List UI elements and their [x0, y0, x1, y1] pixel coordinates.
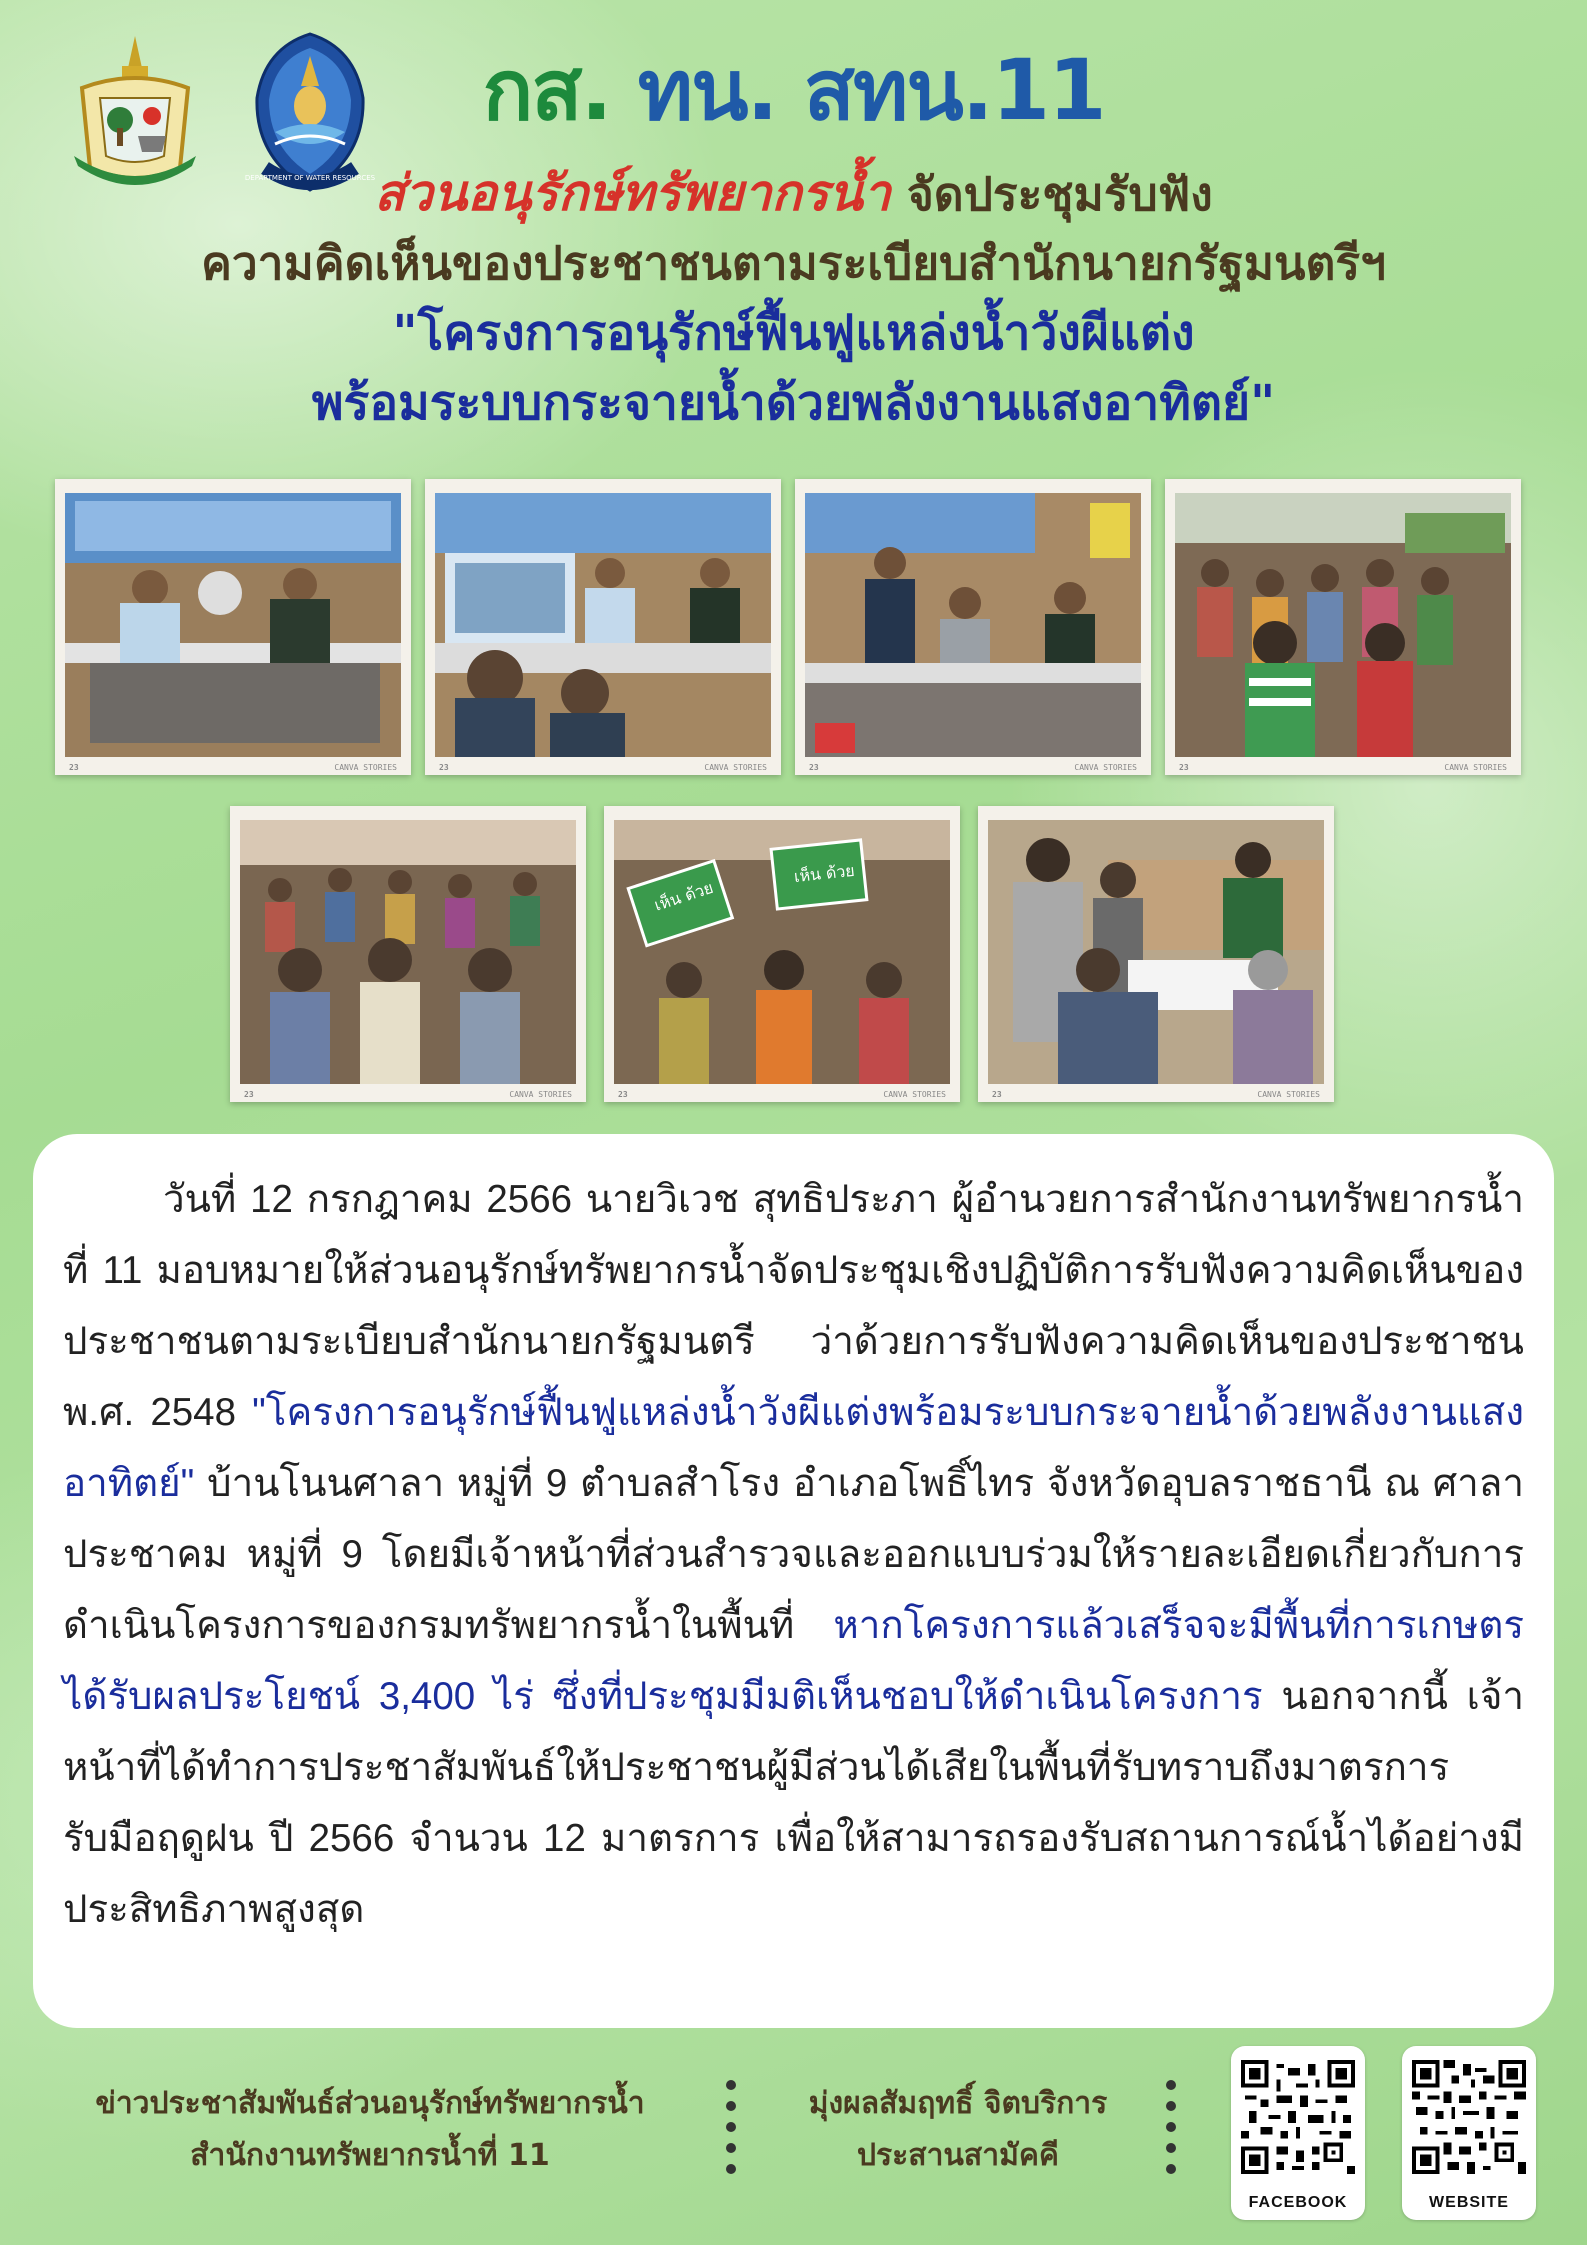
photo-caption: CANVA STORIES 23 [992, 1090, 1320, 1099]
body-benefit-highlight: หากโครงการแล้วเสร็จจะมีพื้นที่การเกษตรได้รับผลประโยชน์ 3,400 ไร่ ซึ่งที่ประชุมมีมติเห็นชอบให้ดำเนินโครงการ [63, 1604, 1524, 1718]
headline-division-name: ส่วนอนุรักษ์ทรัพยากรน้ำ [374, 163, 891, 222]
footer-divider-dots-1 [726, 2080, 738, 2185]
body-part-2: บ้านโนนศาลา หมู่ที่ 9 ตำบลสำโรง อำเภอโพธิ์ไทร จังหวัดอุบลราชธานี ณ ศาลาประชาคม หมู่ที่ 9 โดยมีเจ้าหน้าที่ส่วนสำรวจและออกแบบร่วมให้รายละเอียดเกี่ยวกับการดำเนินโครงการของกรมทรัพยากรน้ำในพื้นที่ [63, 1462, 1524, 1647]
footer-org-line-2: สำนักงานทรัพยากรน้ำที่ 11 [190, 2138, 550, 2173]
footer-organization [30, 2078, 710, 2182]
meeting-photo-7 [978, 806, 1334, 1102]
vote-sign-2: เห็น ด้วย [793, 860, 856, 887]
header-abbreviation [0, 40, 1587, 140]
headline-line-1-rest: จัดประชุมรับฟัง [890, 167, 1213, 221]
photo-caption: CANVA STORIES 23 [809, 763, 1137, 772]
news-body-card [33, 1134, 1554, 2028]
body-part-3: นอกจากนี้ เจ้าหน้าที่ได้ทำการประชาสัมพันธ์ให้ประชาชนผู้มีส่วนได้เสียในพื้นที่รับทราบถึงมาตรการรับมือฤดูฝน ปี 2566 จำนวน 12 มาตรการ เพื่อให้สามารถรองรับสถานการณ์น้ำได้อย่างมีประสิทธิภาพสูงสุด [63, 1675, 1524, 1931]
meeting-photo-2 [425, 479, 781, 775]
vote-sign-1: เห็น ด้วย [651, 877, 716, 915]
headline-line-1 [0, 162, 1587, 225]
facebook-qr-code[interactable] [1231, 2046, 1365, 2220]
website-qr-label: WEBSITE [1429, 2194, 1509, 2211]
footer-org-line-1: ข่าวประชาสัมพันธ์ส่วนอนุรักษ์ทรัพยากรน้ำ [95, 2086, 645, 2121]
qr-code-icon [1412, 2054, 1526, 2180]
photo-caption: CANVA STORIES 23 [69, 763, 397, 772]
logo-caption: DEPARTMENT OF WATER RESOURCES [244, 174, 376, 182]
header-abbr-blue: ทน. สทน.11 [637, 41, 1105, 139]
footer-motto [738, 2078, 1178, 2182]
photo-caption: CANVA STORIES 23 [244, 1090, 572, 1099]
website-qr-code[interactable] [1402, 2046, 1536, 2220]
meeting-photo-4 [1165, 479, 1521, 775]
meeting-photo-5 [230, 806, 586, 1102]
photo-caption: CANVA STORIES 23 [618, 1090, 946, 1099]
footer-motto-line-1: มุ่งผลสัมฤทธิ์ จิตบริการ [808, 2086, 1108, 2121]
meeting-photo-6 [604, 806, 960, 1102]
footer-motto-line-2: ประสานสามัคคี [856, 2138, 1059, 2173]
body-part-1: วันที่ 12 กรกฎาคม 2566 นายวิเวช สุทธิประภา ผู้อำนวยการสำนักงานทรัพยากรน้ำที่ 11 มอบหมายให้ส่วนอนุรักษ์ทรัพยากรน้ำจัดประชุมเชิงปฏิบัติการรับฟังความคิดเห็นของประชาชนตามระเบียบสำนักนายกรัฐมนตรี ว่าด้วยการรับฟังความคิดเห็นของประชาชน พ.ศ. 2548 [63, 1178, 1524, 1434]
facebook-qr-label: FACEBOOK [1248, 2194, 1348, 2211]
header-abbr-green: กส. [482, 41, 611, 139]
headline-project-line-2: พร้อมระบบกระจายน้ำด้วยพลังงานแสงอาทิตย์" [311, 375, 1276, 431]
footer-divider-dots-2 [1166, 2080, 1178, 2185]
meeting-photo-3 [795, 479, 1151, 775]
qr-code-icon [1241, 2054, 1355, 2180]
news-body-paragraph [63, 1164, 1524, 1945]
body-project-name: "โครงการอนุรักษ์ฟื้นฟูแหล่งน้ำวังผีแต่งพร้อมระบบกระจายน้ำด้วยพลังงานแสงอาทิตย์" [63, 1391, 1524, 1505]
photo-caption: CANVA STORIES 23 [439, 763, 767, 772]
headline-project-line-1: "โครงการอนุรักษ์ฟื้นฟูแหล่งน้ำวังผีแต่ง [392, 305, 1195, 361]
photo-caption: CANVA STORIES 23 [1179, 763, 1507, 772]
meeting-photo-1 [55, 479, 411, 775]
headline-line-2: ความคิดเห็นของประชาชนตามระเบียบสำนักนายกรัฐมนตรีฯ [201, 236, 1386, 290]
